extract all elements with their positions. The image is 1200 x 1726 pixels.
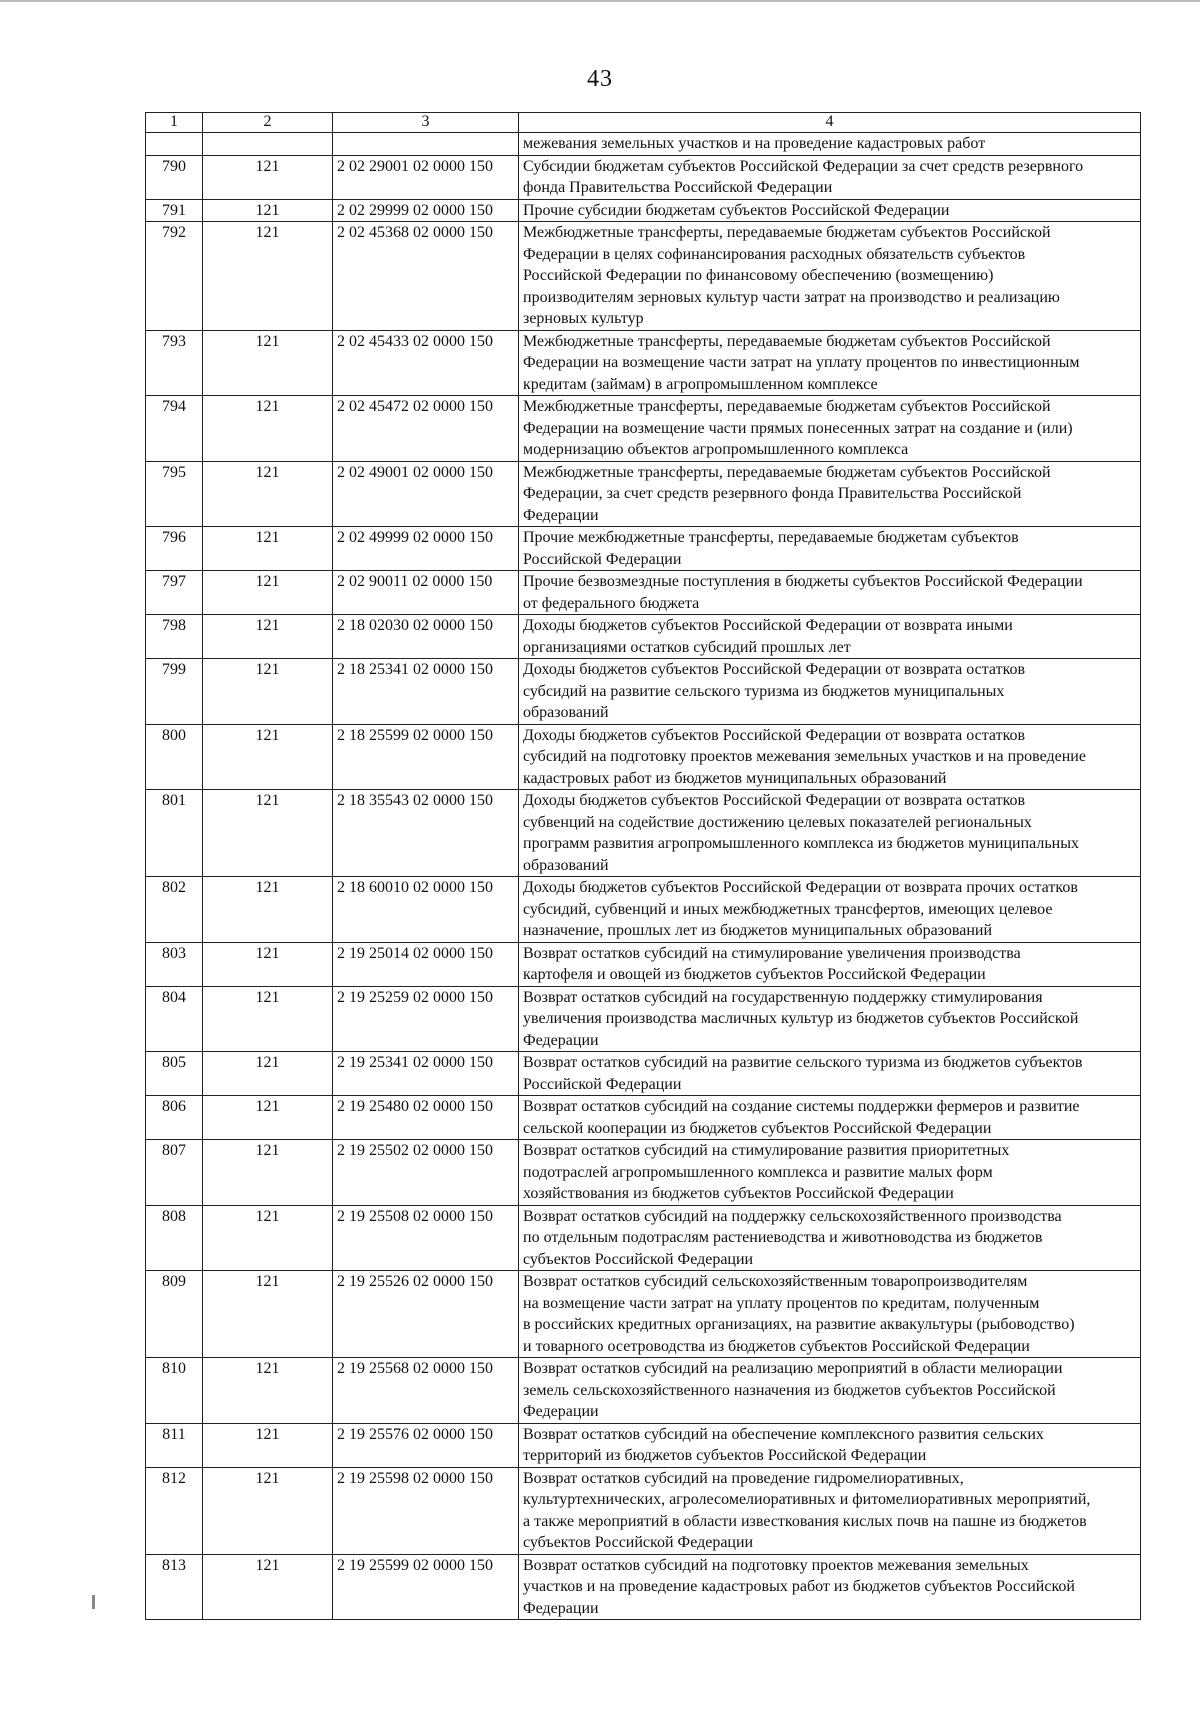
row-number-cell: 803 (146, 942, 203, 986)
admin-code-cell (203, 133, 333, 156)
description-line: Субсидии бюджетам субъектов Российской Федерации за счет средств резервного (523, 157, 1084, 175)
description-line: субъектов Российской Федерации (523, 1250, 754, 1268)
description-cell (519, 790, 1141, 877)
table-row (146, 1205, 1141, 1271)
description-cell (519, 461, 1141, 527)
column-header: 4 (519, 113, 1141, 133)
admin-code-cell: 121 (203, 1467, 333, 1554)
description-cell (519, 615, 1141, 659)
description-line: модернизацию объектов агропромышленного комплекса (523, 441, 909, 458)
budget-code-cell: 2 18 02030 02 0000 150 (333, 615, 519, 659)
budget-code-cell: 2 19 25576 02 0000 150 (333, 1423, 519, 1467)
row-number-cell: 796 (146, 527, 203, 571)
scan-top-edge (0, 0, 1200, 2)
description-line: сельской кооперации из бюджетов субъектов Российской Федерации (523, 1119, 992, 1137)
budget-code-cell: 2 02 29999 02 0000 150 (333, 199, 519, 222)
description-cell (519, 1358, 1141, 1424)
row-number-cell: 793 (146, 330, 203, 396)
admin-code-cell: 121 (203, 396, 333, 462)
budget-code-cell: 2 18 25599 02 0000 150 (333, 724, 519, 790)
table-row (146, 330, 1141, 396)
row-number-cell: 801 (146, 790, 203, 877)
column-header: 1 (146, 113, 203, 133)
row-number-cell: 809 (146, 1271, 203, 1358)
budget-code-cell: 2 02 29001 02 0000 150 (333, 155, 519, 199)
description-line: Межбюджетные трансферты, передаваемые бюджетам субъектов Российской (523, 332, 1051, 350)
description-cell (519, 222, 1141, 331)
admin-code-cell: 121 (203, 222, 333, 331)
description-line: фонда Правительства Российской Федерации (523, 179, 833, 196)
table-row (146, 571, 1141, 615)
description-line: образований (523, 856, 609, 874)
table-row (146, 1358, 1141, 1424)
description-line: Федерации (523, 1403, 599, 1420)
description-line: Возврат остатков субсидий на подготовку проектов межевания земельных (523, 1556, 1029, 1574)
budget-code-cell: 2 02 45368 02 0000 150 (333, 222, 519, 331)
admin-code-cell: 121 (203, 1052, 333, 1096)
description-line: Возврат остатков субсидий на обеспечение комплексного развития сельских (523, 1425, 1044, 1443)
row-number-cell: 810 (146, 1358, 203, 1424)
description-line: кадастровых работ из бюджетов муниципальных образований (523, 769, 947, 787)
table-row (146, 877, 1141, 943)
admin-code-cell: 121 (203, 1271, 333, 1358)
admin-code-cell: 121 (203, 790, 333, 877)
description-cell (519, 527, 1141, 571)
row-number-cell: 797 (146, 571, 203, 615)
admin-code-cell: 121 (203, 659, 333, 725)
admin-code-cell: 121 (203, 877, 333, 943)
description-line: Прочие субсидии бюджетам субъектов Российской Федерации (523, 201, 950, 219)
budget-code-cell: 2 19 25568 02 0000 150 (333, 1358, 519, 1424)
description-line: Федерации на возмещение части затрат на уплату процентов по инвестиционным (523, 354, 1080, 371)
description-line: субсидий, субвенций и иных межбюджетных трансфертов, имеющих целевое (523, 900, 1053, 918)
description-cell (519, 942, 1141, 986)
description-line: по отдельным подотраслям растениеводства и животноводства из бюджетов (523, 1229, 1043, 1246)
budget-code-cell: 2 19 25480 02 0000 150 (333, 1096, 519, 1140)
table-row (146, 659, 1141, 725)
admin-code-cell: 121 (203, 615, 333, 659)
table-row (146, 615, 1141, 659)
description-line: Возврат остатков субсидий на государственную поддержку стимулирования (523, 988, 1043, 1006)
column-header: 3 (333, 113, 519, 133)
description-line: Возврат остатков субсидий на поддержку сельскохозяйственного производства (523, 1207, 1062, 1225)
budget-code-cell: 2 19 25508 02 0000 150 (333, 1205, 519, 1271)
table-row (146, 1052, 1141, 1096)
description-line: Возврат остатков субсидий на стимулирование развития приоритетных (523, 1142, 1010, 1159)
description-cell (519, 571, 1141, 615)
description-line: субсидий на подготовку проектов межевания земельных участков и на проведение (523, 748, 1086, 765)
description-line: культуртехнических, агролесомелиоративных и фитомелиоративных мероприятий, (523, 1491, 1091, 1508)
admin-code-cell: 121 (203, 1554, 333, 1620)
description-cell (519, 986, 1141, 1052)
admin-code-cell: 121 (203, 1358, 333, 1424)
description-line: Межбюджетные трансферты, передаваемые бюджетам субъектов Российской (523, 224, 1051, 241)
budget-revenue-table (145, 112, 1141, 1620)
page-number: 43 (587, 66, 613, 92)
budget-code-cell: 2 19 25526 02 0000 150 (333, 1271, 519, 1358)
description-line: Российской Федерации по финансовому обеспечению (возмещению) (523, 267, 994, 284)
budget-code-cell: 2 02 90011 02 0000 150 (333, 571, 519, 615)
margin-mark (92, 1595, 95, 1609)
budget-code-cell: 2 19 25599 02 0000 150 (333, 1554, 519, 1620)
table-row (146, 527, 1141, 571)
admin-code-cell: 121 (203, 1140, 333, 1206)
row-number-cell (146, 133, 203, 156)
row-number-cell: 811 (146, 1423, 203, 1467)
row-number-cell: 795 (146, 461, 203, 527)
description-line: Прочие межбюджетные трансферты, передаваемые бюджетам субъектов (523, 529, 1019, 546)
description-line: Федерации, за счет средств резервного фонда Правительства Российской (523, 485, 1022, 502)
table-row (146, 461, 1141, 527)
admin-code-cell: 121 (203, 1423, 333, 1467)
description-line: Доходы бюджетов субъектов Российской Федерации от возврата остатков (523, 726, 1026, 744)
description-line: организациями остатков субсидий прошлых лет (523, 638, 851, 656)
description-line: хозяйствования из бюджетов субъектов Российской Федерации (523, 1185, 954, 1202)
table-row (146, 1554, 1141, 1620)
table-row (146, 1096, 1141, 1140)
row-number-cell: 792 (146, 222, 203, 331)
column-header: 2 (203, 113, 333, 133)
row-number-cell: 812 (146, 1467, 203, 1554)
description-cell (519, 1205, 1141, 1271)
description-line: Российской Федерации (523, 1075, 682, 1093)
description-line: земель сельскохозяйственного назначения из бюджетов субъектов Российской (523, 1381, 1056, 1399)
description-line: на возмещение части затрат на уплату процентов по кредитам, полученным (523, 1294, 1040, 1312)
description-line: Возврат остатков субсидий на стимулирование увеличения производства (523, 944, 1021, 962)
description-line: и товарного осетроводства из бюджетов субъектов Российской Федерации (523, 1337, 1030, 1355)
description-cell (519, 1554, 1141, 1620)
admin-code-cell: 121 (203, 330, 333, 396)
description-line: Межбюджетные трансферты, передаваемые бюджетам субъектов Российской (523, 398, 1051, 415)
description-line: производителям зерновых культур части затрат на производство и реализацию (523, 288, 1060, 306)
description-cell (519, 1271, 1141, 1358)
description-line: зерновых культур (523, 310, 644, 327)
description-line: а также мероприятий в области известкования кислых почв на пашне из бюджетов (523, 1512, 1087, 1530)
table-row (146, 155, 1141, 199)
description-line: Доходы бюджетов субъектов Российской Федерации от возврата иными (523, 617, 1013, 634)
description-line: Доходы бюджетов субъектов Российской Федерации от возврата прочих остатков (523, 879, 1078, 896)
budget-code-cell: 2 18 60010 02 0000 150 (333, 877, 519, 943)
description-line: межевания земельных участков и на проведение кадастровых работ (523, 135, 986, 152)
row-number-cell: 807 (146, 1140, 203, 1206)
description-cell (519, 1423, 1141, 1467)
description-line: Федерации (523, 1599, 599, 1617)
admin-code-cell: 121 (203, 1096, 333, 1140)
admin-code-cell: 121 (203, 724, 333, 790)
budget-code-cell: 2 19 25259 02 0000 150 (333, 986, 519, 1052)
description-cell (519, 133, 1141, 156)
row-number-cell: 808 (146, 1205, 203, 1271)
description-line: Доходы бюджетов субъектов Российской Федерации от возврата остатков (523, 792, 1026, 809)
description-line: картофеля и овощей из бюджетов субъектов Российской Федерации (523, 966, 986, 983)
row-number-cell: 806 (146, 1096, 203, 1140)
table-row (146, 1467, 1141, 1554)
description-line: кредитам (займам) в агропромышленном комплексе (523, 375, 878, 393)
row-number-cell: 799 (146, 659, 203, 725)
table-row (146, 790, 1141, 877)
table-row (146, 1423, 1141, 1467)
description-line: Возврат остатков субсидий на реализацию мероприятий в области мелиорации (523, 1360, 1063, 1377)
admin-code-cell: 121 (203, 942, 333, 986)
description-line: в российских кредитных организациях, на развитие аквакультуры (рыбоводство) (523, 1316, 1075, 1333)
budget-code-cell: 2 19 25502 02 0000 150 (333, 1140, 519, 1206)
table-row (146, 1271, 1141, 1358)
table-row (146, 222, 1141, 331)
description-line: Федерации (523, 506, 599, 524)
table-header-row (146, 113, 1141, 133)
description-line: Межбюджетные трансферты, передаваемые бюджетам субъектов Российской (523, 463, 1051, 481)
table-row (146, 133, 1141, 156)
description-cell (519, 877, 1141, 943)
table-row (146, 724, 1141, 790)
description-line: Федерации на возмещение части прямых понесенных затрат на создание и (или) (523, 419, 1073, 437)
row-number-cell: 813 (146, 1554, 203, 1620)
description-line: Возврат остатков субсидий на развитие сельского туризма из бюджетов субъектов (523, 1054, 1083, 1071)
description-cell (519, 724, 1141, 790)
description-cell (519, 1140, 1141, 1206)
description-line: назначение, прошлых лет из бюджетов муниципальных образований (523, 922, 993, 939)
table-row (146, 942, 1141, 986)
budget-code-cell: 2 02 45472 02 0000 150 (333, 396, 519, 462)
budget-code-cell: 2 19 25341 02 0000 150 (333, 1052, 519, 1096)
admin-code-cell: 121 (203, 527, 333, 571)
budget-code-cell: 2 19 25598 02 0000 150 (333, 1467, 519, 1554)
description-line: Доходы бюджетов субъектов Российской Федерации от возврата остатков (523, 661, 1026, 678)
budget-code-cell: 2 18 35543 02 0000 150 (333, 790, 519, 877)
table-row (146, 199, 1141, 222)
admin-code-cell: 121 (203, 571, 333, 615)
admin-code-cell: 121 (203, 1205, 333, 1271)
budget-code-cell (333, 133, 519, 156)
description-line: Прочие безвозмездные поступления в бюджеты субъектов Российской Федерации (523, 573, 1083, 590)
description-line: субъектов Российской Федерации (523, 1534, 754, 1551)
row-number-cell: 790 (146, 155, 203, 199)
description-line: Возврат остатков субсидий сельскохозяйственным товаропроизводителям (523, 1273, 1028, 1290)
admin-code-cell: 121 (203, 461, 333, 527)
description-line: увеличения производства масличных культур из бюджетов субъектов Российской (523, 1010, 1079, 1027)
table-body (146, 133, 1141, 1620)
budget-code-cell: 2 02 45433 02 0000 150 (333, 330, 519, 396)
budget-code-cell: 2 02 49001 02 0000 150 (333, 461, 519, 527)
description-line: Возврат остатков субсидий на проведение гидромелиоративных, (523, 1469, 964, 1487)
budget-code-cell: 2 18 25341 02 0000 150 (333, 659, 519, 725)
budget-code-cell: 2 19 25014 02 0000 150 (333, 942, 519, 986)
description-cell (519, 1052, 1141, 1096)
description-cell (519, 396, 1141, 462)
description-cell (519, 330, 1141, 396)
admin-code-cell: 121 (203, 199, 333, 222)
row-number-cell: 805 (146, 1052, 203, 1096)
table-row (146, 1140, 1141, 1206)
budget-code-cell: 2 02 49999 02 0000 150 (333, 527, 519, 571)
admin-code-cell: 121 (203, 986, 333, 1052)
description-cell (519, 1467, 1141, 1554)
description-line: Российской Федерации (523, 550, 682, 568)
admin-code-cell: 121 (203, 155, 333, 199)
row-number-cell: 798 (146, 615, 203, 659)
description-line: образований (523, 704, 609, 721)
row-number-cell: 804 (146, 986, 203, 1052)
row-number-cell: 802 (146, 877, 203, 943)
description-line: от федерального бюджета (523, 594, 700, 612)
description-line: подотраслей агропромышленного комплекса и развитие малых форм (523, 1163, 993, 1181)
description-cell (519, 155, 1141, 199)
description-cell (519, 1096, 1141, 1140)
description-line: субвенций на содействие достижению целевых показателей региональных (523, 813, 1032, 831)
description-line: территорий из бюджетов субъектов Российской Федерации (523, 1447, 927, 1464)
description-cell (519, 659, 1141, 725)
row-number-cell: 791 (146, 199, 203, 222)
row-number-cell: 794 (146, 396, 203, 462)
table-row (146, 396, 1141, 462)
description-line: Возврат остатков субсидий на создание системы поддержки фермеров и развитие (523, 1098, 1080, 1115)
description-cell (519, 199, 1141, 222)
description-line: Федерации (523, 1031, 599, 1049)
description-line: Федерации в целях софинансирования расходных обязательств субъектов (523, 245, 1026, 263)
row-number-cell: 800 (146, 724, 203, 790)
table-row (146, 986, 1141, 1052)
description-line: участков и на проведение кадастровых работ из бюджетов субъектов Российской (523, 1578, 1075, 1595)
description-line: программ развития агропромышленного комплекса из бюджетов муниципальных (523, 835, 1079, 852)
description-line: субсидий на развитие сельского туризма из бюджетов муниципальных (523, 682, 1005, 700)
